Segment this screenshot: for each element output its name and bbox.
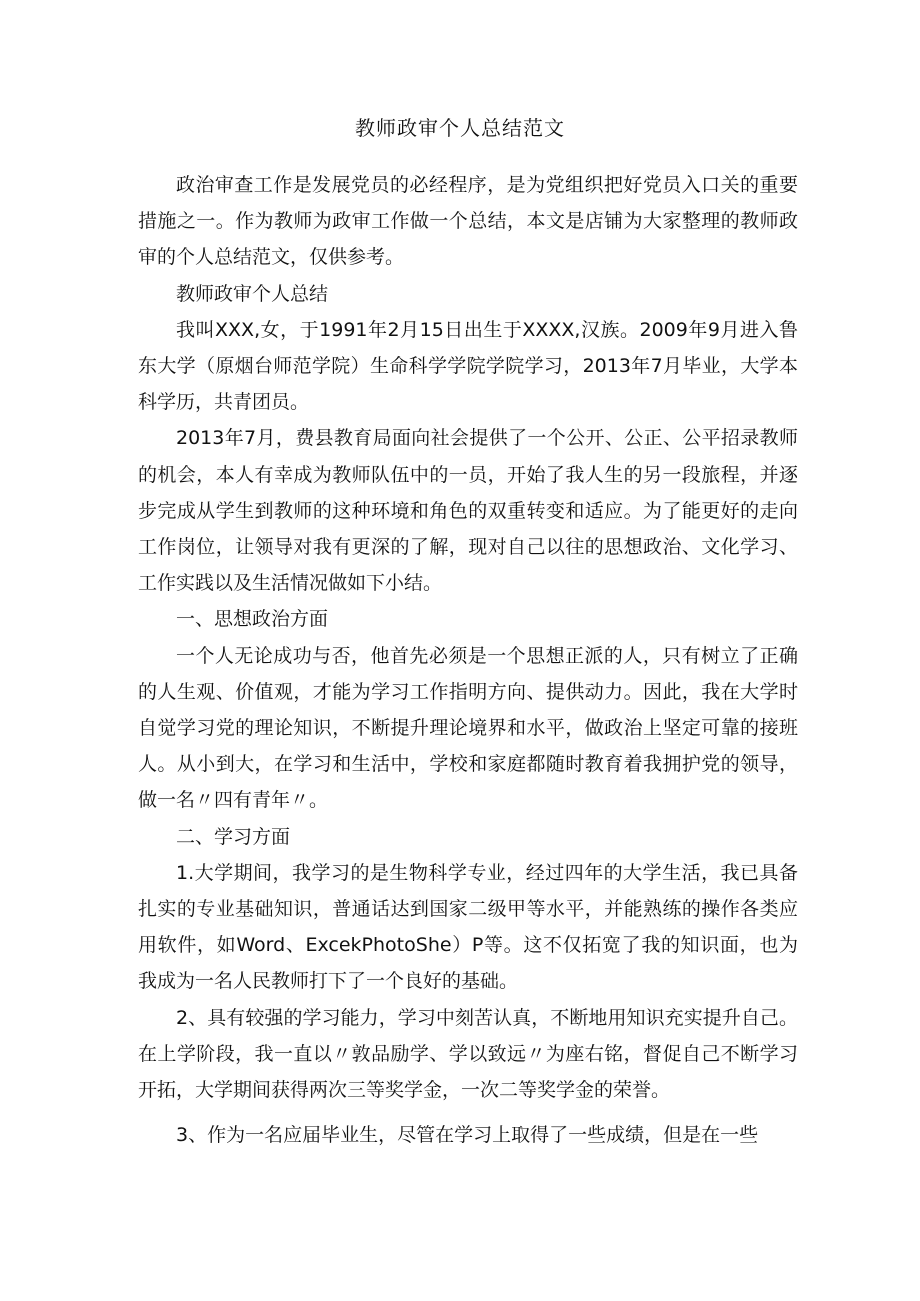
document-body [138,167,798,1153]
study-point-3: 3、作为一名应届毕业生，尽管在学习上取得了一些成绩，但是在一些 [176,1124,759,1147]
study-point-2: 2、具有较强的学习能力，学习中刻苦认真，不断地用知识充实提升自己。在上学阶段，我一直以〃敦品励学、学以致远〃为座右铭，督促自己不断学习开拓，大学期间获得两次三等奖学金，一次二等奖学金的荣誉。 [138,1006,798,1102]
section-heading-summary: 教师政审个人总结 [176,282,329,305]
document-title: 教师政审个人总结范文 [355,116,565,140]
politics-paragraph: 一个人无论成功与否，他首先必须是一个思想正派的人，只有树立了正确的人生观、价值观，才能为学习工作指明方向、提供动力。因此，我在大学时自觉学习党的理论知识，不断提升理论境界和水平，做政治上坚定可靠的接班人。从小到大，在学习和生活中，学校和家庭都随时教育着我拥护党的领导，做一名〃四有青年〃。 [138,644,798,812]
section-heading-study: 二、学习方面 [176,825,291,848]
intro-paragraph: 政治审查工作是发展党员的必经程序，是为党组织把好党员入口关的重要措施之一。作为教师为政审工作做一个总结，本文是店铺为大家整理的教师政审的个人总结范文，仅供参考。 [138,174,798,269]
section-heading-politics: 一、思想政治方面 [176,608,329,631]
career-start-paragraph: 2013年7月，费县教育局面向社会提供了一个公开、公正、公平招录教师的机会，本人有幸成为教师队伍中的一员，开始了我人生的另一段旅程，并逐步完成从学生到教师的这种环境和角色的双重转变和适应。为了能更好的走向工作岗位，让领导对我有更深的了解，现对自己以往的思想政治、文化学习、工作实践以及生活情况做如下小结。 [138,427,798,595]
personal-info-paragraph: 我叫XXX,女，于1991年2月15日出生于XXXX,汉族。2009年9月进入鲁东大学（原烟台师范学院）生命科学学院学院学习，2013年7月毕业，大学本科学历，共青团员。 [138,318,798,414]
study-point-1: 1.大学期间，我学习的是生物科学专业，经过四年的大学生活，我已具备扎实的专业基础知识，普通话达到国家二级甲等水平，并能熟练的操作各类应用软件，如Word、ExcekPhotoShe）P等。这不仅拓宽了我的知识面，也为我成为一名人民教师打下了一个良好的基础。 [138,861,798,993]
